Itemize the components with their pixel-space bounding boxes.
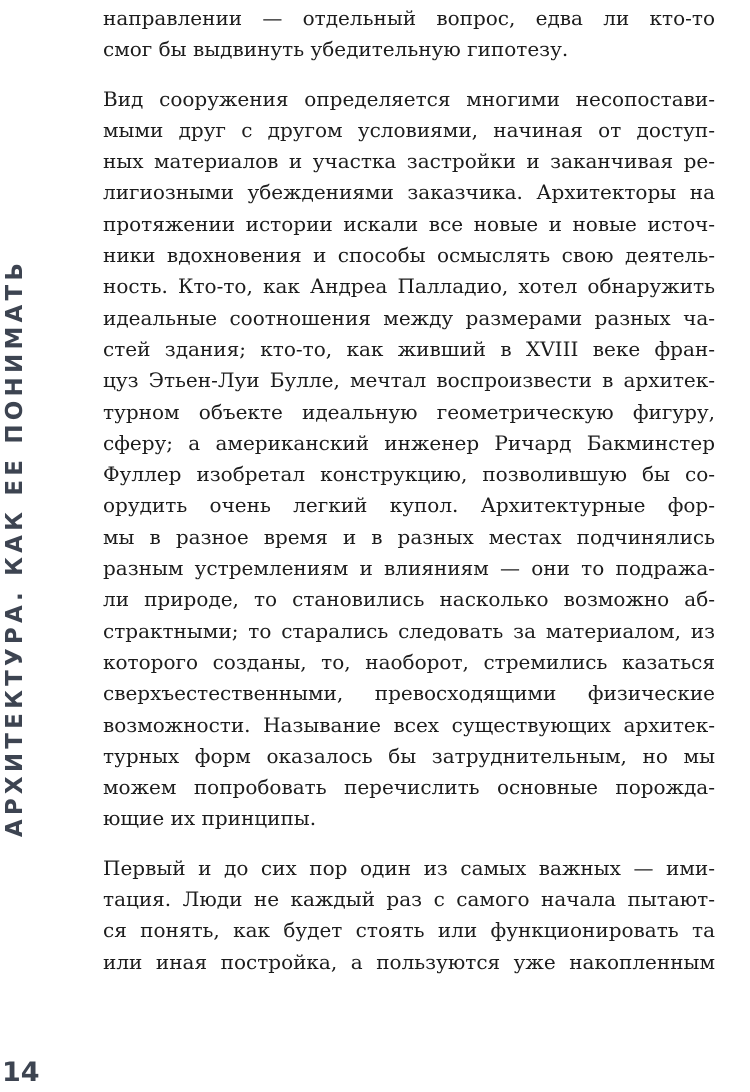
text-line: сферу; а американский инженер Ричард Бакминстер (103, 430, 715, 455)
text-line: стей здания; кто-то, как живший в XVIII веке фран- (103, 336, 715, 361)
body-text (103, 3, 715, 996)
text-line: направлении — отдельный вопрос, едва ли кто-то (103, 6, 715, 30)
text-line: турных форм оказалось бы затруднительным, но мы (103, 743, 715, 768)
paragraph (103, 3, 715, 66)
text-line: Фуллер изобретал конструкцию, позволившую бы со- (103, 462, 715, 487)
text-line: ных материалов и участка застройки и заканчивая ре- (103, 149, 715, 174)
text-line: Вид сооружения определяется многими несопостави- (103, 86, 715, 111)
text-line: ли природе, то становились насколько возможно аб- (103, 587, 715, 612)
page-number: 14 (2, 1057, 40, 1088)
text-line: разным устремлениям и влияниям — они то подража- (103, 556, 715, 581)
text-line: ся понять, как будет стоять или функционировать та (103, 918, 715, 943)
text-line: смог бы выдвинуть убедительную гипотезу. (103, 37, 569, 62)
text-line: мыми друг с другом условиями, начиная от доступ- (103, 117, 715, 142)
text-line: сверхъестественными, превосходящими физические (103, 681, 715, 706)
text-line: ники вдохновения и способы осмыслять свою деятель- (103, 243, 715, 268)
text-line: тация. Люди не каждый раз с самого начала пытают- (103, 887, 715, 912)
text-line: орудить очень легкий купол. Архитектурные фор- (103, 493, 715, 518)
text-line: Первый и до сих пор один из самых важных — ими- (103, 855, 715, 880)
text-line: мы в разное время и в разных местах подчинялись (103, 524, 715, 549)
text-line: цуз Этьен-Луи Булле, мечтал воспроизвести в архитек- (103, 368, 715, 393)
paragraph (103, 84, 715, 835)
text-line: турном объекте идеальную геометрическую фигуру, (103, 399, 715, 424)
text-line: протяжении истории искали все новые и новые источ- (103, 211, 715, 236)
text-line: страктными; то старались следовать за материалом, из (103, 618, 715, 643)
text-line: идеальные соотношения между размерами разных ча- (103, 305, 715, 330)
text-line: возможности. Называние всех существующих архитек- (103, 712, 715, 737)
text-line: или иная постройка, а пользуются уже накопленным (103, 949, 715, 974)
running-head: АРХИТЕКТУРА. КАК ЕЕ ПОНИМАТЬ (2, 258, 28, 838)
text-line: которого созданы, то, наоборот, стремились казаться (103, 649, 715, 674)
text-line: ность. Кто-то, как Андреа Палладио, хотел обнаружить (103, 274, 715, 299)
text-line: можем попробовать перечислить основные порожда- (103, 775, 715, 800)
text-line: лигиозными убеждениями заказчика. Архитекторы на (103, 180, 715, 205)
text-line: ющие их принципы. (103, 806, 317, 831)
paragraph (103, 853, 715, 978)
